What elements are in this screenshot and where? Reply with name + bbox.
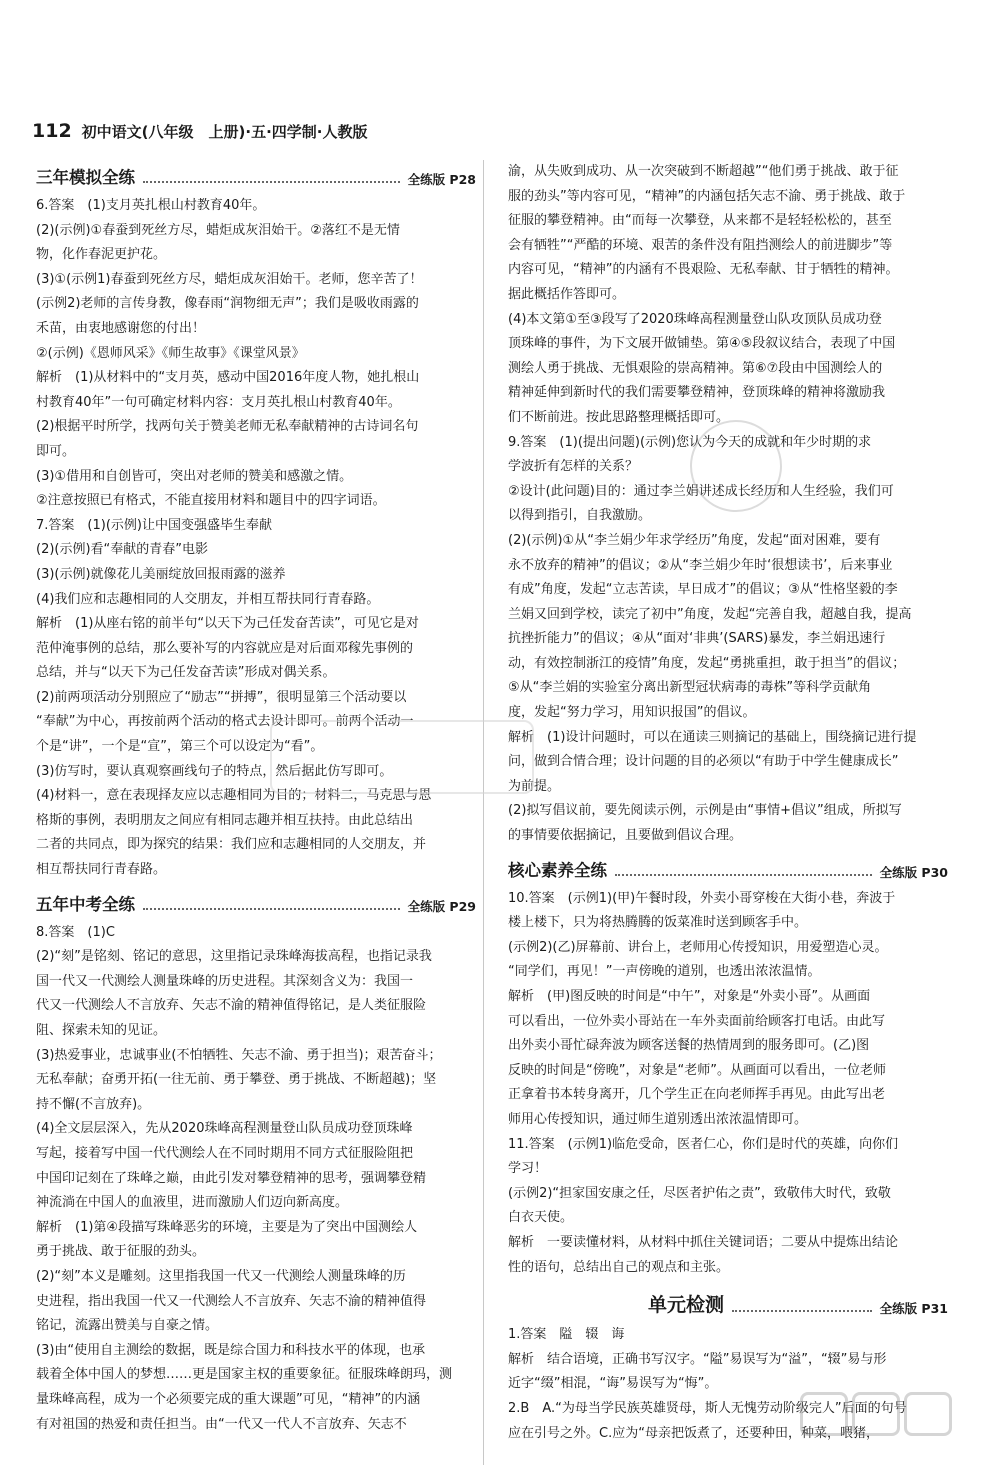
page-header (32, 120, 367, 142)
text-line: (2)(示例)看“奉献的青春”电影 (36, 542, 209, 558)
text-line: 禾苗，由衷地感谢您的付出！ (36, 320, 206, 336)
text-line: 9.答案 (1)(提出问题)(示例)您认为今天的成就和年少时期的求 (508, 434, 872, 450)
watermark (270, 720, 534, 794)
text-line: (2)拟写倡议前，要先阅读示例，示例是由“事情+倡议”组成，所拟写 (508, 803, 902, 819)
text-line: 相互帮扶同行青春路。 (36, 862, 167, 878)
text-line: (2)(示例)①从“李兰娟少年求学经历”角度，发起“面对困难，要有 (508, 532, 881, 548)
text-line: 载着全体中国人的梦想……更是国家主权的重要象征。征服珠峰朗玛，测 (36, 1367, 453, 1383)
text-line: 持不懈(不言放弃)。 (36, 1096, 151, 1112)
leader-dots (143, 181, 400, 183)
right-column (508, 160, 948, 1446)
text-line: (4)我们应和志趣相同的人交朋友，并相互帮扶同行青春路。 (36, 591, 380, 607)
text-line: 1.答案 隘 辍 诲 (508, 1327, 625, 1343)
leader-dots (615, 874, 872, 876)
text-line: 个是“讲”，一个是“宣”，第三个可以设定为“看”。 (36, 739, 324, 755)
text-line: 服的劲头”等内容可见，“精神”的内涵包括矢志不渝、勇于挑战、敢于 (508, 188, 906, 204)
section-title: 单元检测 (648, 1294, 725, 1317)
text-line: 反映的时间是“傍晚”，对象是“老师”。从画面可以看出，一位老师 (508, 1062, 886, 1078)
text-line: 解析 一要读懂材料，从材料中抓住关键词语；二要从中提炼出结论 (508, 1234, 899, 1250)
text-line: 铭记，流露出赞美与自豪之情。 (36, 1318, 219, 1334)
answer-block-wunian (36, 921, 476, 1437)
page-number: 112 (32, 120, 72, 142)
text-line: 有成”角度，发起“立志苦读，早日成才”的倡议；③从“性格坚毅的李 (508, 582, 898, 598)
text-line: 可以看出，一位外卖小哥站在一车外卖面前给顾客打电话。由此写 (508, 1013, 886, 1029)
text-line: 师用心传授知识，通过师生道别透出浓浓温情即可。 (508, 1111, 808, 1127)
section-page-ref: 全练版 P30 (879, 864, 948, 880)
text-line: 白衣天使。 (508, 1210, 574, 1226)
text-line: (2)“刻”本义是雕刻。这里指我国一代又一代测绘人测量珠峰的历 (36, 1268, 406, 1284)
text-line: 动，有效控制浙江的疫情”角度，发起“勇挑重担，敢于担当”的倡议； (508, 655, 906, 671)
text-line: 学波折有怎样的关系？ (508, 459, 639, 475)
section-header-wunian (36, 891, 476, 915)
text-line: (2)(示例)①春蚕到死丝方尽，蜡炬成灰泪始干。②落红不是无情 (36, 222, 400, 238)
text-line: 永不放弃的精神”的倡议；②从“李兰娟少年时‘很想读书’，后来事业 (508, 557, 893, 573)
text-line: 7.答案 (1)(示例)让中国变强盛毕生奉献 (36, 517, 272, 533)
text-line: (2)“刻”是铭刻、铭记的意思，这里指记录珠峰海拔高程，也指记录我 (36, 949, 432, 965)
section-page-ref: 全练版 P29 (407, 898, 476, 914)
text-line: (3)仿写时，要认真观察画线句子的特点，然后据此仿写即可。 (36, 763, 393, 779)
text-line: 楼上楼下，只为将热腾腾的饭菜准时送到顾客手中。 (508, 915, 808, 931)
section-title: 三年模拟全练 (36, 168, 135, 187)
text-line: (3)由“使用自主测绘的数据，既是综合国力和科技水平的体现，也承 (36, 1342, 426, 1358)
text-line: (示例2)“担家国安康之任，尽医者护佑之责”，致敬伟大时代，致敬 (508, 1185, 891, 1201)
text-line: 格斯的事例，表明朋友之间应有相同志趣并相互扶持。由此总结出 (36, 812, 414, 828)
text-line: 为前提。 (508, 778, 561, 794)
section-page-ref: 全练版 P31 (879, 1301, 948, 1317)
section-title: 核心素养全练 (508, 860, 607, 880)
text-line: 据此概括作答即可。 (508, 286, 626, 302)
text-line: ②设计(此问题)目的：通过李兰娟讲述成长经历和人生经验，我们可 (508, 483, 894, 499)
text-line: (示例2)(乙)屏幕前、讲台上，老师用心传授知识，用爱塑造心灵。 (508, 939, 888, 955)
text-line: (3)①(示例1)春蚕到死丝方尽，蜡炬成灰泪始干。老师，您辛苦了！ (36, 271, 423, 287)
text-line: 学习！ (508, 1161, 548, 1177)
text-line: 村教育40年”一句可确定材料内容：支月英扎根山村教育40年。 (36, 394, 401, 410)
text-line: 性的语句，总结出自己的观点和主张。 (508, 1259, 730, 1275)
text-line: 11.答案 (示例1)临危受命，医者仁心，你们是时代的英雄，向你们 (508, 1136, 899, 1152)
text-line: 正拿着书本转身离开，几个学生正在向老师挥手再见。由此写出老 (508, 1087, 886, 1103)
text-line: 解析 (1)第④段描写珠峰恶劣的环境，主要是为了突出中国测绘人 (36, 1219, 418, 1235)
text-line: (2)根据平时所学，找两句关于赞美老师无私奉献精神的古诗词名句 (36, 419, 419, 435)
text-line: (4)全文层层深入，先从2020珠峰高程测量登山队员成功登顶珠峰 (36, 1121, 413, 1137)
text-line: 的事情要依据摘记，且要做到倡议合理。 (508, 828, 743, 844)
book-title: 初中语文(八年级 上册)·五·四学制·人教版 (81, 123, 368, 141)
text-line: 解析 (1)从座右铭的前半句“以天下为己任发奋苦读”，可见它是对 (36, 616, 419, 632)
text-line: 问，做到合情合理；设计问题的目的必须以“有助于中学生健康成长” (508, 754, 899, 770)
text-line: 会有牺牲”“严酷的环境、艰苦的条件没有阻挡测绘人的前进脚步”等 (508, 237, 893, 253)
section-header-danyuan (508, 1290, 948, 1317)
text-line: 解析 (甲)图反映的时间是“中午”，对象是“外卖小哥”。从画面 (508, 989, 871, 1004)
text-line: 们不断前进。按此思路整理概括即可。 (508, 409, 730, 425)
text-line: 代又一代测绘人不言放弃、矢志不渝的精神值得铭记，是人类征服险 (36, 998, 427, 1014)
text-line: 写起，接着写中国一代代测绘人在不同时期用不同方式征服险阻把 (36, 1145, 414, 1161)
text-line: 解析 (1)从材料中的“支月英，感动中国2016年度人物，她扎根山 (36, 370, 420, 386)
left-column (36, 160, 476, 1437)
text-line: 阻、探索未知的见证。 (36, 1023, 167, 1038)
text-line: 抗挫折能力”的倡议；④从“面对‘非典’(SARS)暴发，李兰娟迅速行 (508, 631, 886, 647)
text-line: 以得到指引，自我激励。 (508, 508, 652, 524)
column-divider (483, 160, 484, 1465)
text-line: (3)热爱事业，忠诚事业(不怕牺牲、矢志不渝、勇于担当)；艰苦奋斗； (36, 1047, 442, 1063)
text-line: 8.答案 (1)C (36, 924, 115, 940)
text-line: 内容可见，“精神”的内涵有不畏艰险、无私奉献、甘于牺牲的精神。 (508, 262, 899, 278)
text-line: 解析 结合语境，正确书写汉字。“隘”易误写为“溢”，“辍”易与形 (508, 1351, 887, 1367)
text-line: 度，发起“努力学习，用知识报国”的倡议。 (508, 705, 756, 721)
section-title: 五年中考全练 (36, 894, 135, 914)
site-logo (790, 1388, 980, 1462)
text-line: ②注意按照已有格式，不能直接用材料和题目中的四字词语。 (36, 493, 386, 509)
text-line: 量珠峰高程，成为一个必须要完成的重大课题”可见，“精神”的内涵 (36, 1391, 421, 1407)
text-line: “同学们，再见！”一声傍晚的道别，也透出浓浓温情。 (508, 964, 821, 980)
text-line: (3)①借用和自创皆可，突出对老师的赞美和感激之情。 (36, 468, 353, 484)
text-line: (4)材料一，意在表现择友应以志趣相同为目的；材料二，马克思与恩 (36, 788, 432, 804)
text-line: 史进程，指出我国一代又一代测绘人不言放弃、矢志不渝的精神值得 (36, 1293, 427, 1309)
answer-block-hexin (508, 887, 948, 1281)
text-line: (3)(示例)就像花儿美丽绽放回报雨露的滋养 (36, 566, 286, 582)
text-line: 出外卖小哥忙碌奔波为顾客送餐的热情周到的服务即可。(乙)图 (508, 1038, 870, 1054)
section-page-ref: 全练版 P28 (407, 172, 476, 187)
text-line: 国一代又一代测绘人测量珠峰的历史进程。其深刻含义为：我国一 (36, 973, 414, 989)
text-line: 6.答案 (1)支月英扎根山村教育40年。 (36, 198, 266, 213)
text-line: 2.B A.“为母当学民族英雄贤母，斯人无愧劳动阶级完人”后面的句号 (508, 1400, 907, 1416)
text-line: 中国印记刻在了珠峰之巅，由此引发对攀登精神的思考，强调攀登精 (36, 1170, 427, 1186)
text-line: 征服的攀登精神。由“而每一次攀登，从来都不是轻轻松松的，甚至 (508, 213, 892, 229)
text-line: ⑤从“李兰娟的实验室分离出新型冠状病毒的毒株”等科学贡献角 (508, 680, 872, 696)
text-line: “奉献”为中心，再按前两个活动的格式去设计即可。前两个活动一 (36, 714, 414, 730)
section-header-sannian (36, 164, 476, 188)
leader-dots (732, 1310, 872, 1312)
text-line: ②(示例)《恩师风采》《师生故事》《课堂风景》 (36, 345, 305, 361)
text-line: (4)本文第①至③段写了2020珠峰高程测量登山队攻顶队员成功登 (508, 311, 882, 327)
text-line: (2)前两项活动分别照应了“励志”“拼搏”，很明显第三个活动要以 (36, 689, 407, 705)
text-line: 10.答案 (示例1)(甲)午餐时段，外卖小哥穿梭在大街小巷，奔波于 (508, 890, 896, 906)
text-line: 二者的共同点，即为探究的结果：我们应和志趣相同的人交朋友，并 (36, 837, 427, 853)
text-line: 无私奉献；奋勇开拓(一往无前、勇于攀登、勇于挑战、不断超越)；坚 (36, 1072, 437, 1088)
leader-dots (143, 908, 400, 910)
text-line: 兰娟又回到学校，读完了初中”角度，发起“完善自我，超越自我，提高 (508, 606, 912, 622)
text-line: (示例2)老师的言传身教，像春雨“润物细无声”；我们是吸收雨露的 (36, 296, 419, 312)
section-header-hexin (508, 857, 948, 881)
text-line: 总结，并与“以天下为己任发奋苦读”形成对偶关系。 (36, 665, 336, 681)
text-line: 近字“缀”相混，“诲”易误写为“悔”。 (508, 1376, 718, 1392)
text-line: 测绘人勇于挑战、无惧艰险的崇高精神。第⑥⑦段由中国测绘人的 (508, 360, 883, 376)
text-line: 范仲淹事例的总结，那么要补写的内容就应是对后面邓稼先事例的 (36, 640, 414, 656)
text-line: 解析 (1)设计问题时，可以在通读三则摘记的基础上，围绕摘记进行提 (508, 729, 917, 745)
text-line: 精神延伸到新时代的我们需要攀登精神，登顶珠峰的精神将激励我 (508, 385, 886, 401)
text-line: 神流淌在中国人的血液里，进而激励人们迈向新高度。 (36, 1195, 349, 1211)
text-line: 顶珠峰的事件，为下文展开做铺垫。第④⑤段叙议结合，表现了中国 (508, 336, 896, 352)
text-line: 即可。 (36, 443, 76, 459)
text-line: 渝，从失败到成功、从一次突破到不断超越”“他们勇于挑战、敢于征 (508, 164, 899, 179)
text-line: 物，化作春泥更护花。 (36, 247, 167, 263)
text-line: 勇于挑战、敢于征服的劲头。 (36, 1244, 206, 1260)
text-line: 有对祖国的热爱和责任担当。由“一代又一代人不言放弃、矢志不 (36, 1416, 407, 1432)
text-line: 应在引号之外。C.应为“母亲把饭煮了，还要种田，种菜，喂猪， (508, 1425, 879, 1441)
